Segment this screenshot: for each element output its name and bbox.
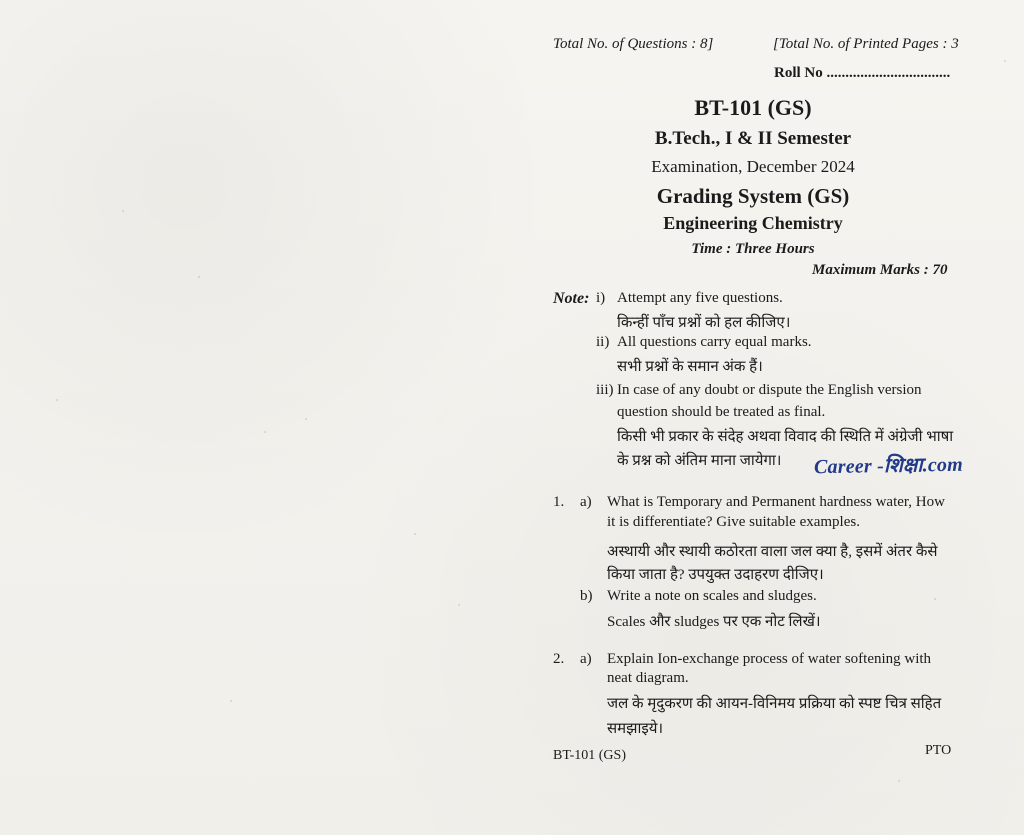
paper-speck bbox=[898, 780, 900, 782]
note-ii-hindi: सभी प्रश्नों के समान अंक हैं। bbox=[617, 359, 763, 375]
question-2a-english-line-1: Explain Ion-exchange process of water softening with bbox=[607, 651, 932, 667]
exam-title: Examination, December 2024 bbox=[651, 157, 855, 176]
time-label: Time : Three Hours bbox=[691, 241, 815, 257]
footer-pto: PTO bbox=[925, 743, 952, 758]
question-1-number: 1. bbox=[553, 494, 565, 510]
question-1a-english-line-2: it is differentiate? Give suitable examples. bbox=[607, 514, 860, 530]
paper-speck bbox=[1004, 60, 1006, 62]
question-1a-english-line-1: What is Temporary and Permanent hardness water, How bbox=[607, 494, 945, 510]
total-pages: [Total No. of Printed Pages : 3 bbox=[773, 36, 959, 52]
question-2-number: 2. bbox=[553, 651, 565, 667]
note-iii-english-line-1: In case of any doubt or dispute the English version bbox=[617, 382, 922, 398]
note-iii-hindi-line-1: किसी भी प्रकार के संदेह अथवा विवाद की स्थिति में अंग्रेजी भाषा bbox=[617, 429, 954, 445]
note-iii-english-line-2: question should be treated as final. bbox=[617, 404, 826, 420]
maximum-marks-label: Maximum Marks : 70 bbox=[812, 262, 948, 278]
total-questions: Total No. of Questions : 8] bbox=[553, 36, 714, 52]
question-2a-hindi-line-2: समझाइये। bbox=[607, 721, 664, 737]
question-1b-label: b) bbox=[580, 588, 593, 604]
paper-speck bbox=[305, 418, 307, 420]
footer-course-code: BT-101 (GS) bbox=[553, 748, 626, 763]
question-2a-hindi-line-1: जल के मृदुकरण की आयन-विनिमय प्रक्रिया को स्पष्ट चित्र सहित bbox=[607, 696, 942, 712]
question-1b-hindi: Scales और sludges पर एक नोट लिखें। bbox=[607, 614, 821, 630]
paper-speck bbox=[934, 598, 936, 600]
paper-speck bbox=[198, 276, 200, 278]
semester-title: B.Tech., I & II Semester bbox=[654, 128, 852, 149]
note-label: Note: bbox=[553, 290, 590, 307]
paper-speck bbox=[414, 533, 416, 535]
paper-speck bbox=[458, 604, 460, 606]
paper-speck bbox=[264, 431, 266, 433]
grading-title: Grading System (GS) bbox=[656, 184, 850, 208]
paper-speck bbox=[230, 700, 232, 702]
note-iii-hindi-line-2: के प्रश्न को अंतिम माना जायेगा। bbox=[617, 453, 782, 469]
course-code-title: BT-101 (GS) bbox=[694, 95, 812, 120]
note-marker-iii: iii) bbox=[596, 382, 614, 398]
watermark-logo: Career -शिक्षा.com bbox=[813, 453, 964, 479]
subject-title: Engineering Chemistry bbox=[663, 213, 843, 233]
note-ii-english: All questions carry equal marks. bbox=[617, 334, 812, 350]
note-i-english: Attempt any five questions. bbox=[617, 290, 783, 306]
question-1a-hindi-line-2: किया जाता है? उपयुक्त उदाहरण दीजिए। bbox=[607, 567, 824, 583]
roll-number-line: Roll No ................................. bbox=[774, 65, 951, 81]
question-2a-english-line-2: neat diagram. bbox=[607, 670, 689, 686]
question-1a-hindi-line-1: अस्थायी और स्थायी कठोरता वाला जल क्या है, इसमें अंतर कैसे bbox=[607, 544, 938, 560]
question-1a-label: a) bbox=[580, 494, 592, 510]
note-marker-ii: ii) bbox=[596, 334, 610, 350]
question-1b-english: Write a note on scales and sludges. bbox=[607, 588, 817, 604]
note-marker-i: i) bbox=[596, 290, 606, 306]
paper-speck bbox=[56, 399, 58, 401]
question-2a-label: a) bbox=[580, 651, 592, 667]
note-i-hindi: किन्हीं पाँच प्रश्नों को हल कीजिए। bbox=[617, 315, 791, 331]
paper-speck bbox=[122, 210, 124, 212]
